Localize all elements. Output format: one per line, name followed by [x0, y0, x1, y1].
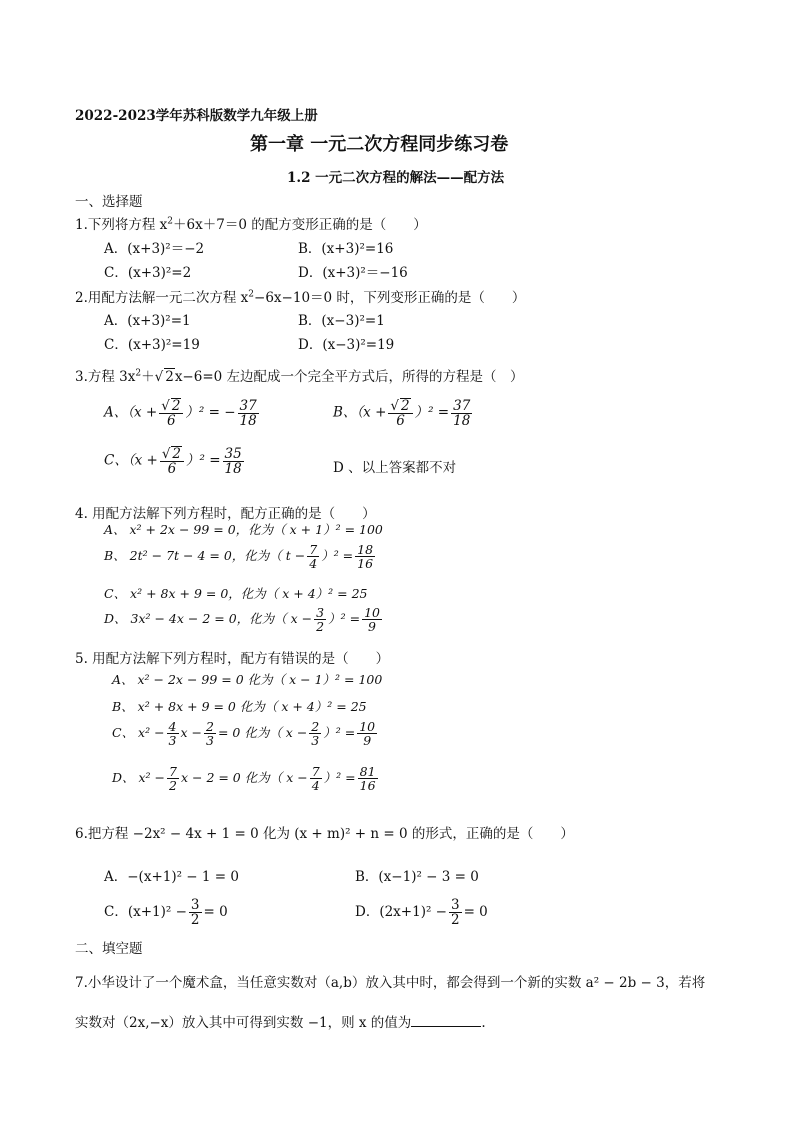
q3-option-a: A、（x + $\frac{√ 2}{6}$ ）² = − $\frac{37}{18}$: [104, 397, 257, 430]
q6-option-a: A．−(x+1)² − 1 = 0: [104, 869, 239, 885]
q4-option-c: C、 x² + 8x + 9 = 0，化为（ x + 4）² = 25: [104, 586, 368, 601]
course-title: 2022-2023学年苏科版数学九年级上册: [75, 108, 318, 124]
q6-option-c: C．(x+1)² − $\frac{3}{2}$ = 0: [104, 897, 228, 929]
q1-option-d: D．(x+3)²＝−16: [298, 265, 408, 281]
answer-blank[interactable]: [411, 1014, 481, 1027]
q2-option-b: B．(x−3)²=1: [298, 313, 385, 329]
q5-option-a: A、 x² − 2x − 99 = 0 化为（ x − 1）² = 100: [112, 672, 383, 687]
question-4-stem: 4. 用配方法解下列方程时，配方正确的是（ ）: [75, 506, 376, 522]
q5-option-c: C、 x² − $\frac{4}{3}$ x − $\frac{2}{3}$ = 0 化为（ x − $\frac{2}{3}$ ）² = $\frac{10}{9}$: [112, 719, 376, 749]
question-3-stem: 3.方程 $3x^2+√$ 2x−6=0 左边配成一个完全平方式后，所得的方程是（ ）: [75, 368, 524, 385]
page-subtitle: 1.2 一元二次方程的解法——配方法: [287, 170, 505, 186]
question-7-line-1: 7.小华设计了一个魔术盒，当任意实数对（a,b）放入其中时，都会得到一个新的实数 a² − 2b − 3，若将: [75, 975, 706, 991]
q4-option-d: D、 3x² − 4x − 2 = 0，化为（ x − $\frac{3}{2}$ ）² = $\frac{10}{9}$: [104, 605, 380, 635]
q1-option-b: B．(x+3)²=16: [298, 241, 394, 257]
q6-option-b: B．(x−1)² − 3 = 0: [355, 869, 479, 885]
q2-option-c: C．(x+3)²=19: [104, 337, 200, 353]
question-1-stem: 1.下列将方程 $x^2+6x+7=0$ 的配方变形正确的是（ ）: [75, 216, 427, 233]
q3-option-d: D 、以上答案都不对: [333, 460, 457, 476]
q2-option-a: A．(x+3)²=1: [104, 313, 191, 329]
page-title: 第一章 一元二次方程同步练习卷: [250, 134, 509, 155]
question-7-line-2: 实数对（2x,−x）放入其中可得到实数 −1，则 x 的值为 .: [75, 1015, 486, 1031]
q5-option-b: B、 x² + 8x + 9 = 0 化为（ x + 4）² = 25: [112, 699, 367, 714]
section-heading-choice: 一、选择题: [75, 194, 143, 210]
q1-option-a: A．(x+3)²＝−2: [104, 241, 205, 257]
q4-option-b: B、 2t² − 7t − 4 = 0，化为（ t − $\frac{7}{4}$ ）² = $\frac{18}{16}$: [104, 542, 374, 572]
question-5-stem: 5. 用配方法解下列方程时，配方有错误的是（ ）: [75, 651, 390, 667]
q3-option-b: B、（x + $\frac{√ 2}{6}$ ）² = $\frac{37}{18}$: [333, 397, 471, 430]
q4-option-a: A、 x² + 2x − 99 = 0，化为（ x + 1）² = 100: [104, 522, 383, 537]
question-6-stem: 6.把方程 −2x² − 4x + 1 = 0 化为 (x + m)² + n = 0 的形式，正确的是（ ）: [75, 826, 574, 842]
q3-option-c: C、（x + $\frac{√ 2}{6}$ ）² = $\frac{35}{18}$: [104, 445, 242, 478]
question-2-stem: 2.用配方法解一元二次方程 $x^2-6x-10=0$ 时，下列变形正确的是（ ）: [75, 289, 526, 306]
section-heading-fill: 二、填空题: [75, 941, 143, 957]
q2-option-d: D．(x−3)²=19: [298, 337, 395, 353]
q1-option-c: C．(x+3)²=2: [104, 265, 192, 281]
q6-option-d: D．(2x+1)² − $\frac{3}{2}$ = 0: [355, 897, 488, 929]
q5-option-d: D、 x² − $\frac{7}{2}$ x − 2 = 0 化为（ x − $\frac{7}{4}$ ）² = $\frac{81}{16}$: [112, 764, 376, 794]
